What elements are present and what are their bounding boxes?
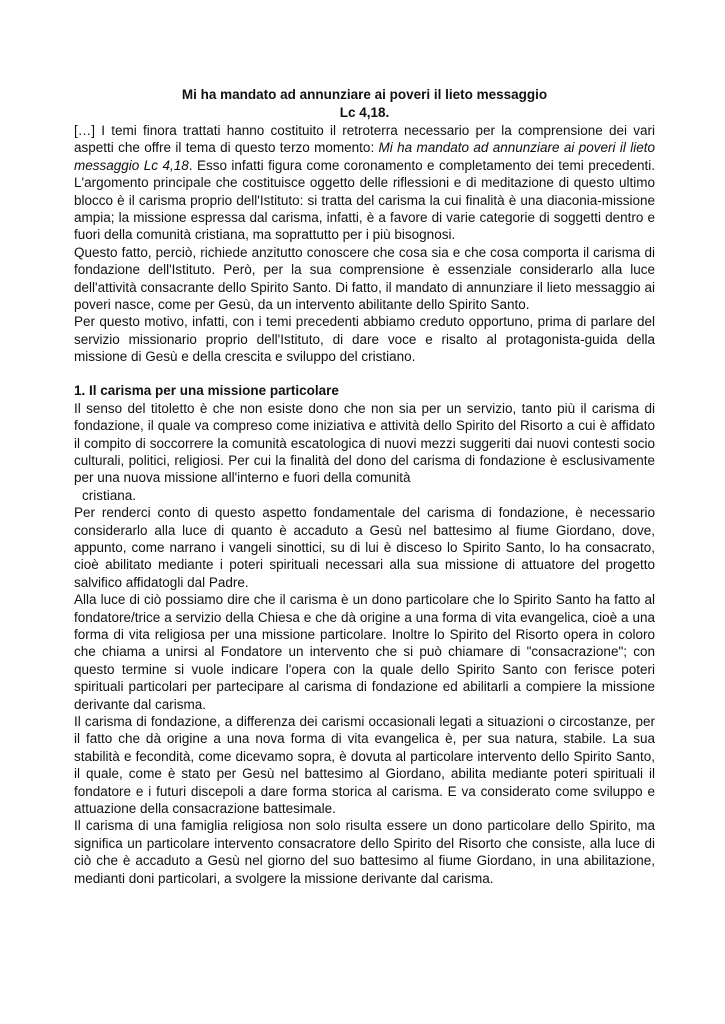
section-paragraph-2: Per renderci conto di questo aspetto fondamentale del carisma di fondazione, è necessario considerarlo alla luce di quanto è accaduto a Gesù nel battesimo al fiume Giordano, dove, appunto, come narrano i vangeli sinottici, su di lui è disceso lo Spirito Santo, lo ha consacrato, cioè abilitato mediante i poteri spirituali necessari alla sua missione di attuatore del progetto salvifico affidatogli dal Padre. [74,505,655,590]
section-paragraph-3: Alla luce di ciò possiamo dire che il carisma è un dono particolare che lo Spirito Santo ha fatto al fondatore/trice a servizio della Chiesa e che dà origine a una forma di vita evangelica, cioè a una forma di vita religiosa per una missione particolare. Inoltre lo Spirito del Risorto opera in coloro che chiama a unirsi al Fondatore un intervento che si può chiamare di "consacrazione"; con questo termine si vuole indicare l'opera con la quale dello Spirito Santo con ferisce poteri spirituali particolari per partecipare al carisma di fondazione ed abilitarli a compiere la missione derivante dal carisma. [74,592,655,712]
document-subtitle: Lc 4,18. [339,105,390,120]
document-page [74,86,655,887]
intro-p1-text: […] I temi finora trattati hanno costituito il retroterra necessario per la comprensione dei vari aspetti che offre il tema di questo terzo momento: [74,123,655,156]
section-spacer [74,366,655,382]
section-paragraph-5: Il carisma di una famiglia religiosa non solo risulta essere un dono particolare dello Spirito, ma significa un particolare intervento consacratore dello Spirito del Risorto che consiste, alla luce di ciò che è accaduto a Gesù nel giorno del suo battesimo al fiume Giordano, in una abilitazione, medianti doni particolari, a svolgere la missione derivante dal carisma. [74,818,655,886]
section-heading: 1. Il carisma per una missione particolare [74,382,339,398]
section-paragraph-1: Il senso del titoletto è che non esiste dono che non sia per un servizio, tanto più il carisma di fondazione, il quale va compreso come iniziativa e attività dello Spirito del Risorto a cui è affidato il compito di soccorrere la comunità escatologica di nuovi mezzi suggeriti dai nuovi contesti socio culturali, politici, religiosi. Per cui la finalità del dono del carisma di fondazione è esclusivamente per una nuova missione all'interno e fuori della comunità [74,400,655,486]
section-paragraph-1-end: cristiana. [82,487,137,503]
intro-p1-text-end: . Esso infatti figura come coronamento e completamento dei temi precedenti. L'argomento principale che costituisce oggetto delle riflessioni e di meditazione di questo ultimo blocco è il carisma proprio dell'Istituto: si tratta del carisma la cui finalità è una diaconia-missione ampia; la missione espressa dal carisma, infatti, è a favore di varie categorie di soggetti dentro e fuori della comunità cristiana, ma soprattutto per i più bisognosi. [74,157,655,243]
section-paragraph-4: Il carisma di fondazione, a differenza dei carismi occasionali legati a situazioni o circostanze, per il fatto che dà origine a una nova forma di vita evangelica è, per sua natura, stabile. La sua stabilità e fecondità, come dicevamo sopra, è dovuta al particolare intervento dello Spirito Santo, il quale, come è stato per Gesù nel battesimo al Giordano, abilita mediante poteri spirituali il fondatore e i futuri discepoli a dare forma storica al carisma. E va considerato come sviluppo e attuazione della consacrazione battesimale. [74,714,655,817]
intro-paragraph-2: Questo fatto, perciò, richiede anzitutto conoscere che cosa sia e che cosa comporta il carisma di fondazione dell'Istituto. Però, per la sua comprensione è essenziale considerarlo alla luce dell'attività consacrante dello Spirito Santo. Di fatto, il mandato di annunziare il lieto messaggio ai poveri nasce, come per Gesù, da un intervento abilitante dello Spirito Santo. [74,244,655,313]
intro-p1-citation: Mi ha mandato ad annunziare ai poveri il lieto messaggio Lc 4,18 [74,140,655,173]
intro-paragraph-1 [74,122,655,244]
document-title: Mi ha mandato ad annunziare ai poveri il lieto messaggio [181,87,548,102]
intro-paragraph-3: Per questo motivo, infatti, con i temi precedenti abbiamo creduto opportuno, prima di parlare del servizio missionario proprio dell'Istituto, di dare voce e risalto al protagonista-guida della missione di Gesù e della crescita e sviluppo del cristiano. [74,314,655,365]
